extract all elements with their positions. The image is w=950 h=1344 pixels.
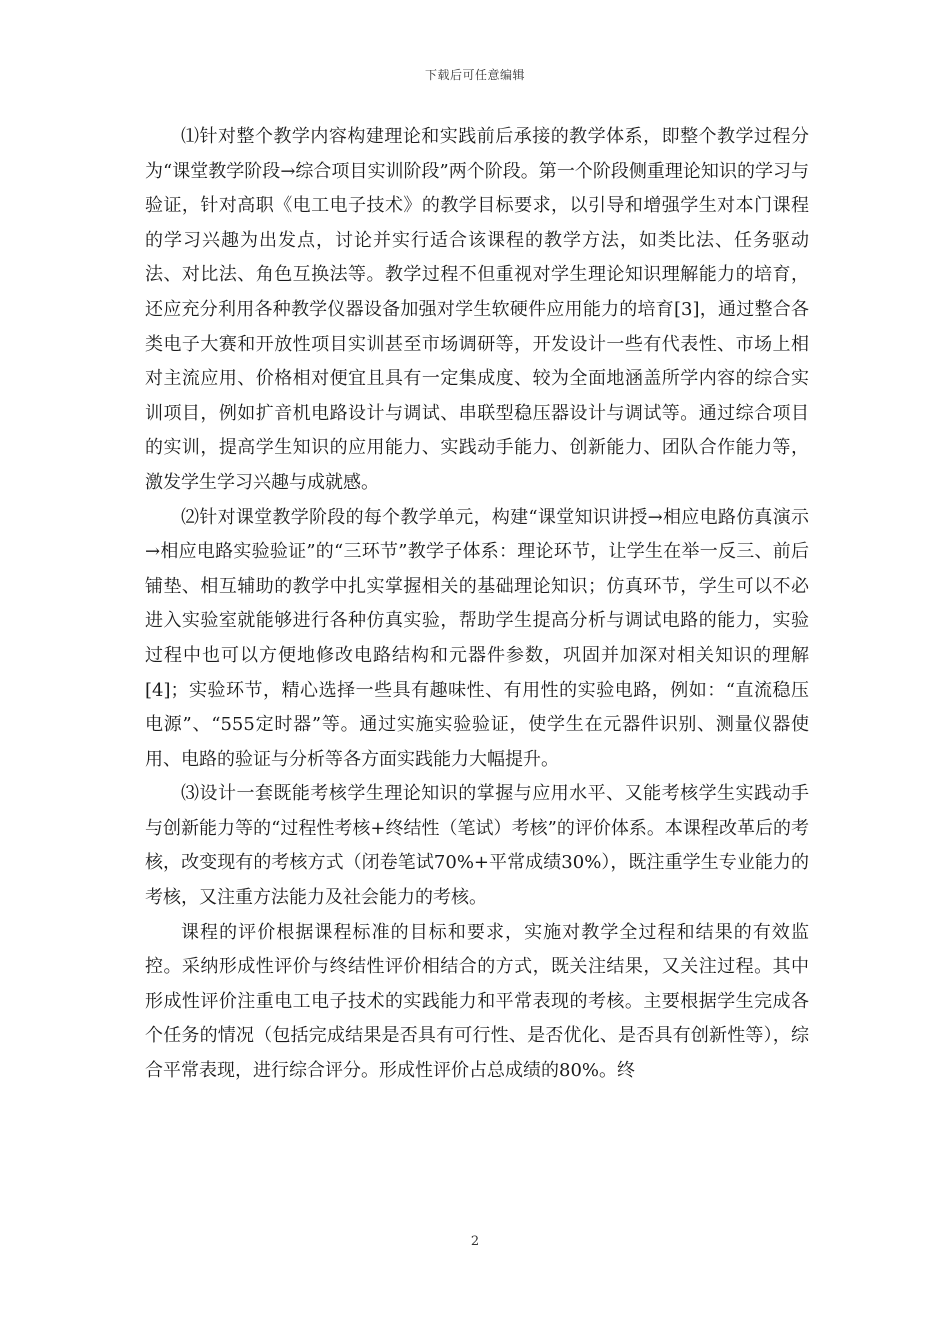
document-body xyxy=(145,120,809,1089)
paragraph-4: 课程的评价根据课程标准的目标和要求，实施对教学全过程和结果的有效监控。采纳形成性评价与终结性评价相结合的方式，既关注结果，又关注过程。其中形成性评价注重电工电子技术的实践能力和平常表现的考核。主要根据学生完成各个任务的情况（包括完成结果是否具有可行性、是否优化、是否具有创新性等），综合平常表现，进行综合评分。形成性评价占总成绩的80%。终 xyxy=(145,921,809,1082)
paragraph-2: ⑵针对课堂教学阶段的每个教学单元，构建“课堂知识讲授→相应电路仿真演示→相应电路实验验证”的“三环节”教学子体系：理论环节，让学生在举一反三、前后铺垫、相互辅助的教学中扎实掌握相关的基础理论知识；仿真环节，学生可以不必进入实验室就能够进行各种仿真实验，帮助学生提高分析与调试电路的能力，实验过程中也可以方便地修改电路结构和元器件参数，巩固并加深对相关知识的理解[4]；实验环节，精心选择一些具有趣味性、有用性的实验电路，例如：“直流稳压电源”、“555定时器”等。通过实施实验验证，使学生在元器件识别、测量仪器使用、电路的验证与分析等各方面实践能力大幅提升。 xyxy=(145,506,809,770)
page-number: 2 xyxy=(470,1234,480,1249)
paragraph-3: ⑶设计一套既能考核学生理论知识的掌握与应用水平、又能考核学生实践动手与创新能力等的“过程性考核+终结性（笔试）考核”的评价体系。本课程改革后的考核，改变现有的考核方式（闭卷笔试70%+平常成绩30%），既注重学生专业能力的考核，又注重方法能力及社会能力的考核。 xyxy=(145,783,809,909)
paragraph-1: ⑴针对整个教学内容构建理论和实践前后承接的教学体系，即整个教学过程分为“课堂教学阶段→综合项目实训阶段”两个阶段。第一个阶段侧重理论知识的学习与验证，针对高职《电工电子技术》的教学目标要求，以引导和增强学生对本门课程的学习兴趣为出发点，讨论并实行适合该课程的教学方法，如类比法、任务驱动法、对比法、角色互换法等。教学过程不但重视对学生理论知识理解能力的培育，还应充分利用各种教学仪器设备加强对学生软硬件应用能力的培育[3]，通过整合各类电子大赛和开放性项目实训甚至市场调研等，开发设计一些有代表性、市场上相对主流应用、价格相对便宜且具有一定集成度、较为全面地涵盖所学内容的综合实训项目，例如扩音机电路设计与调试、串联型稳压器设计与调试等。通过综合项目的实训，提高学生知识的应用能力、实践动手能力、创新能力、团队合作能力等，激发学生学习兴趣与成就感。 xyxy=(145,126,809,493)
page-header: 下载后可任意编辑 xyxy=(424,68,525,82)
